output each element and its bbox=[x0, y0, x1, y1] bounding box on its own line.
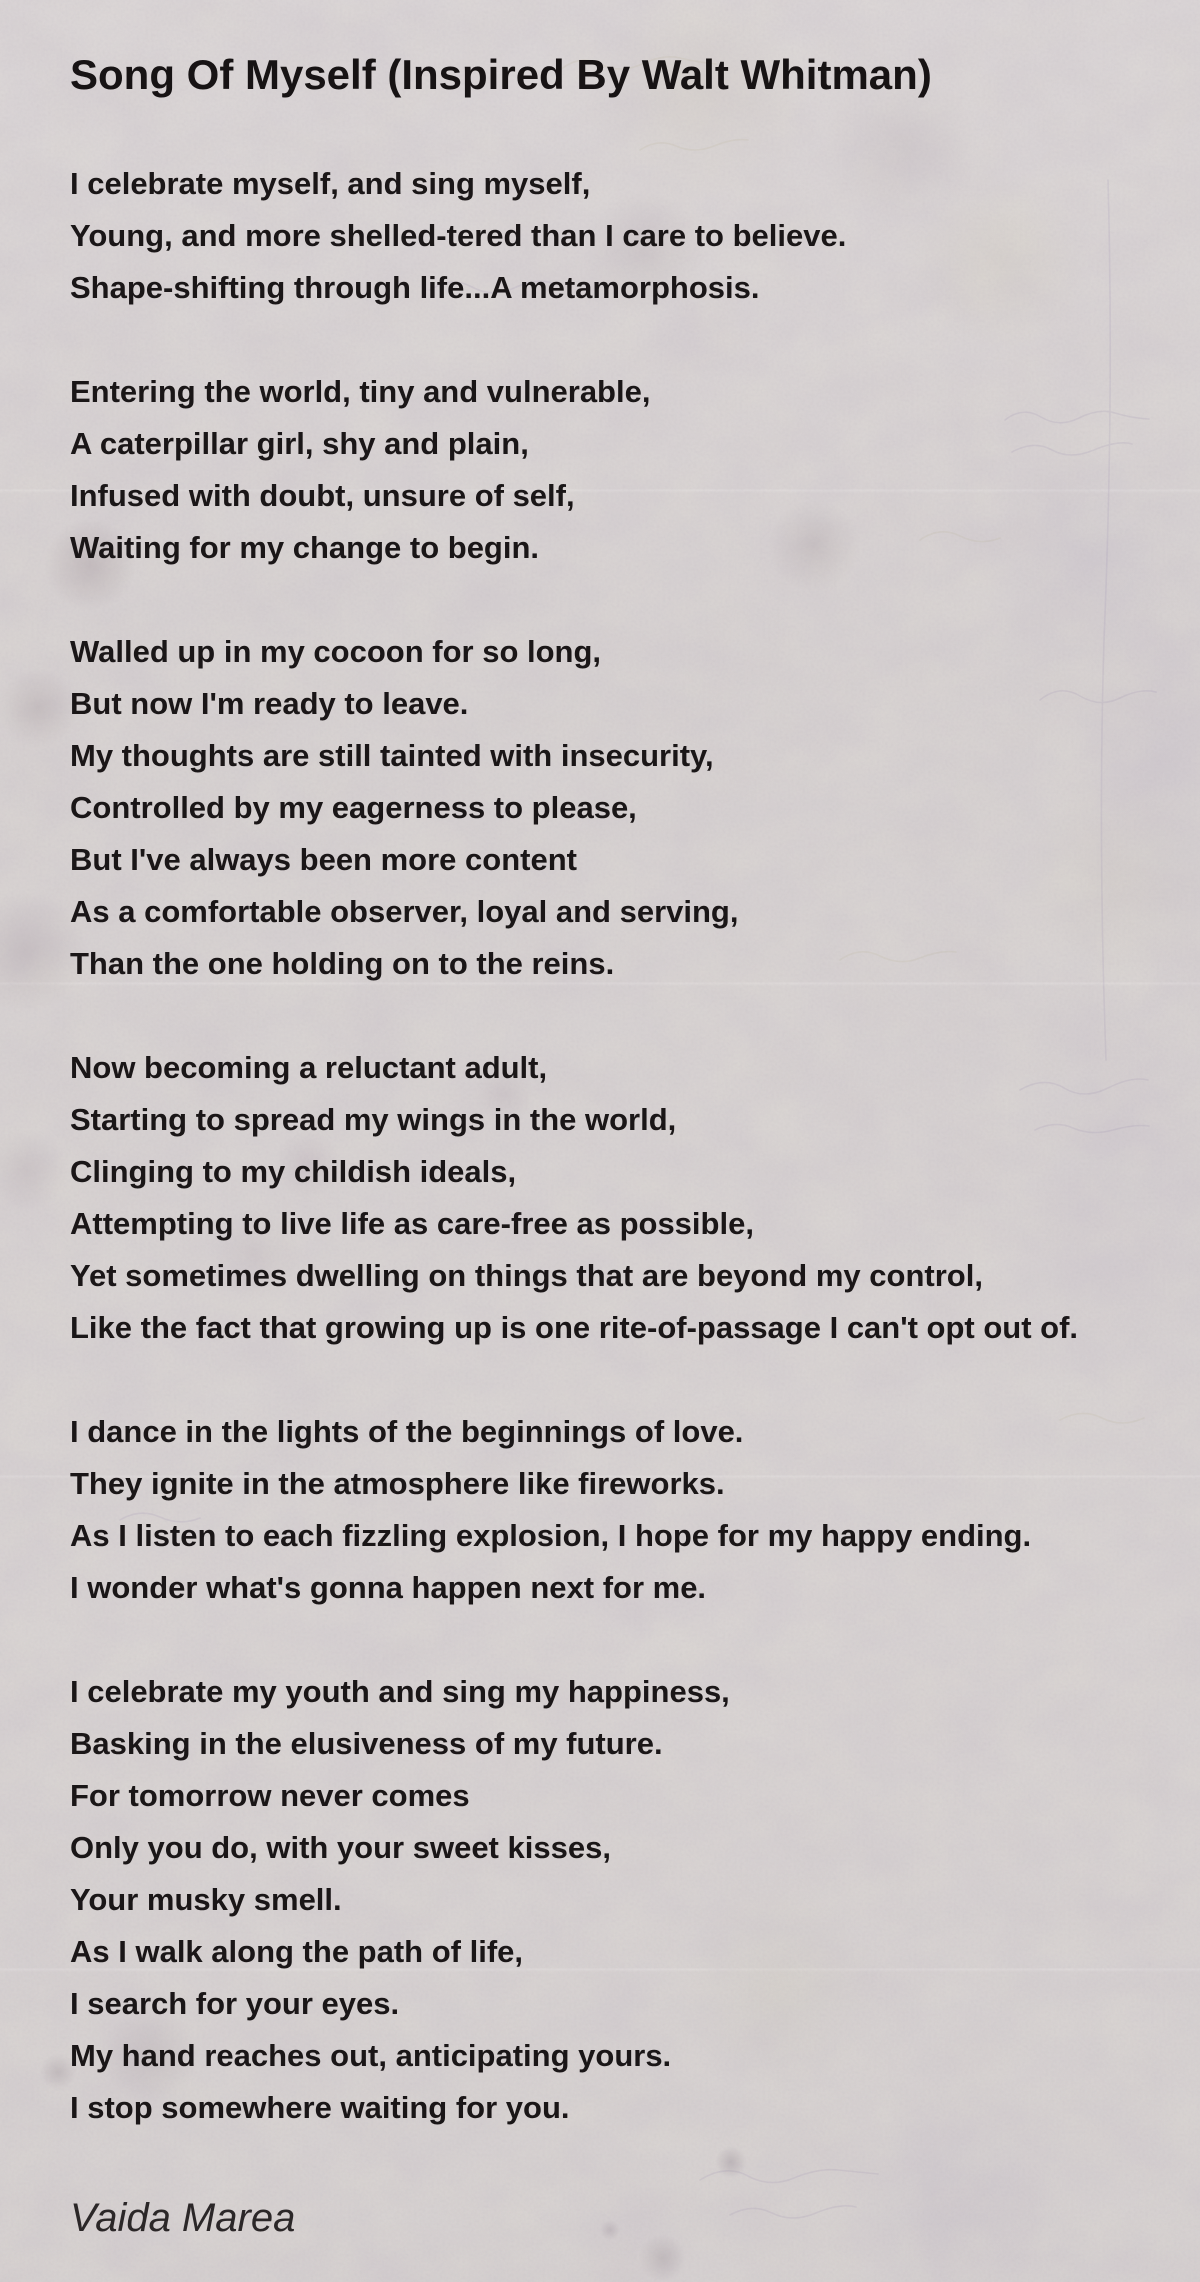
poem-title: Song Of Myself (Inspired By Walt Whitman) bbox=[70, 51, 932, 98]
poem-line: Your musky smell. bbox=[70, 1882, 342, 1917]
poem-line: I wonder what's gonna happen next for me. bbox=[70, 1570, 707, 1605]
poem-line: Shape-shifting through life...A metamorphosis. bbox=[70, 270, 760, 305]
poem-line: Walled up in my cocoon for so long, bbox=[70, 634, 602, 669]
poem-line: I search for your eyes. bbox=[70, 1986, 400, 2021]
poem-line: Entering the world, tiny and vulnerable, bbox=[70, 374, 651, 409]
poem-line: As a comfortable observer, loyal and serving, bbox=[70, 894, 739, 929]
poem-line: But now I'm ready to leave. bbox=[70, 686, 469, 721]
poem-line: Basking in the elusiveness of my future. bbox=[70, 1726, 663, 1761]
poem-line: Young, and more shelled-tered than I care to believe. bbox=[70, 218, 847, 253]
poet-signature: Vaida Marea bbox=[70, 2196, 296, 2240]
poem-line: I celebrate my youth and sing my happiness, bbox=[70, 1674, 730, 1709]
poem-line: My thoughts are still tainted with insecurity, bbox=[70, 738, 714, 773]
stanza bbox=[70, 158, 1130, 314]
poem-line: I dance in the lights of the beginnings of love. bbox=[70, 1414, 744, 1449]
poem-line: I celebrate myself, and sing myself, bbox=[70, 166, 591, 201]
poem-line: Controlled by my eagerness to please, bbox=[70, 790, 637, 825]
poem-line: Infused with doubt, unsure of self, bbox=[70, 478, 575, 513]
stanza bbox=[70, 366, 1130, 574]
poem-line: I stop somewhere waiting for you. bbox=[70, 2090, 570, 2125]
poem-line: Waiting for my change to begin. bbox=[70, 530, 540, 565]
poem-line: My hand reaches out, anticipating yours. bbox=[70, 2038, 672, 2073]
poem-line: Now becoming a reluctant adult, bbox=[70, 1050, 548, 1085]
stanza bbox=[70, 1406, 1130, 1614]
poem-line: As I walk along the path of life, bbox=[70, 1934, 523, 1969]
stanza bbox=[70, 626, 1130, 990]
poem-line: Like the fact that growing up is one rite-of-passage I can't opt out of. bbox=[70, 1310, 1079, 1345]
poem-line: A caterpillar girl, shy and plain, bbox=[70, 426, 529, 461]
poem-line: Clinging to my childish ideals, bbox=[70, 1154, 517, 1189]
poem-line: Attempting to live life as care-free as possible, bbox=[70, 1206, 754, 1241]
poem-line: But I've always been more content bbox=[70, 842, 577, 877]
poem-line: Only you do, with your sweet kisses, bbox=[70, 1830, 611, 1865]
poem-line: Yet sometimes dwelling on things that are beyond my control, bbox=[70, 1258, 983, 1293]
poem-line: Than the one holding on to the reins. bbox=[70, 946, 615, 981]
poem-body bbox=[70, 158, 1130, 2134]
poem-line: Starting to spread my wings in the world, bbox=[70, 1102, 677, 1137]
poem-line: For tomorrow never comes bbox=[70, 1778, 470, 1813]
poem-line: As I listen to each fizzling explosion, I hope for my happy ending. bbox=[70, 1518, 1032, 1553]
stanza bbox=[70, 1042, 1130, 1354]
stanza bbox=[70, 1666, 1130, 2134]
poem-line: They ignite in the atmosphere like fireworks. bbox=[70, 1466, 725, 1501]
